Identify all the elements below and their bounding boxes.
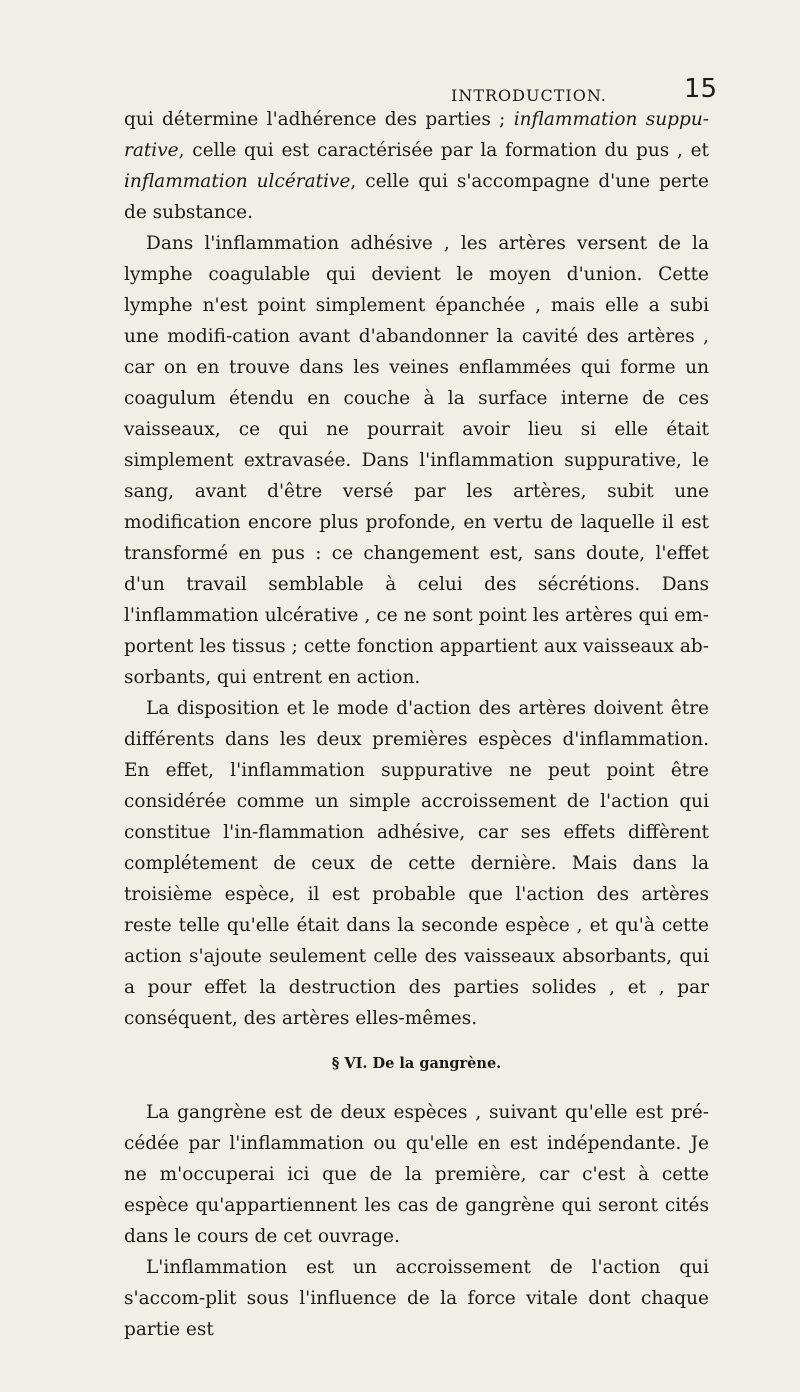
paragraph-2: Dans l'inflammation adhésive , les artères versent de la lymphe coagulable qui devient le moyen d'union. Cette lymphe n'est point simplement épanchée , mais elle a subi une modifi-cation avant d'abandonner la cavité des artères , car on en trouve dans les veines enflammées qui forme un coagulum étendu en couche à la surface interne de ces vaisseaux, ce qui ne pourrait avoir lieu si elle était simplement extravasée. Dans l'inflammation suppurative, le sang, avant d'être versé par les artères, subit une modification encore plus profonde, en vertu de laquelle il est transformé en pus : ce changement est, sans doute, l'effet d'un travail semblable à celui des sécrétions. Dans l'inflammation ulcérative , ce ne sont point les artères qui em-portent les tissus ; cette fonction appartient aux vaisseaux ab-sorbants, qui entrent en action.: [124, 233, 709, 688]
text-run: , celle qui est caractérisée par la formation du pus , et: [178, 140, 709, 161]
italic-term: inflammation ulcérative: [124, 171, 351, 192]
text-run: qui détermine l'adhérence des parties ;: [124, 109, 514, 130]
paragraph-5: L'inflammation est un accroissement de l'action qui s'accom-plit sous l'influence de la force vitale dont chaque partie est: [124, 1257, 709, 1340]
text-run: , celle qui s'accompagne d'une perte de substance.: [124, 171, 709, 223]
section-heading: § VI. De la gangrène.: [331, 1055, 502, 1072]
running-title: INTRODUCTION.: [451, 86, 607, 105]
paragraph-4: La gangrène est de deux espèces , suivant qu'elle est pré-cédée par l'inflammation ou qu'elle en est indépendante. Je ne m'occuperai ici que de la première, car c'est à cette espèce qu'appartiennent les cas de gangrène qui seront cités dans le cours de cet ouvrage.: [124, 1102, 709, 1247]
italic-term: inflammation suppu-rative: [124, 109, 709, 161]
page-number: 15: [684, 74, 718, 104]
paragraph-3: La disposition et le mode d'action des artères doivent être différents dans les deux premières espèces d'inflammation. En effet, l'inflammation suppurative ne peut point être considérée comme un simple accroissement de l'action qui constitue l'in-flammation adhésive, car ses effets diffèrent complétement de ceux de cette dernière. Mais dans la troisième espèce, il est probable que l'action des artères reste telle qu'elle était dans la seconde espèce , et qu'à cette action s'ajoute seulement celle des vaisseaux absorbants, qui a pour effet la destruction des parties solides , et , par conséquent, des artères elles-mêmes.: [124, 698, 709, 1029]
paragraph-1: [124, 104, 709, 228]
body-text: [124, 104, 709, 1345]
